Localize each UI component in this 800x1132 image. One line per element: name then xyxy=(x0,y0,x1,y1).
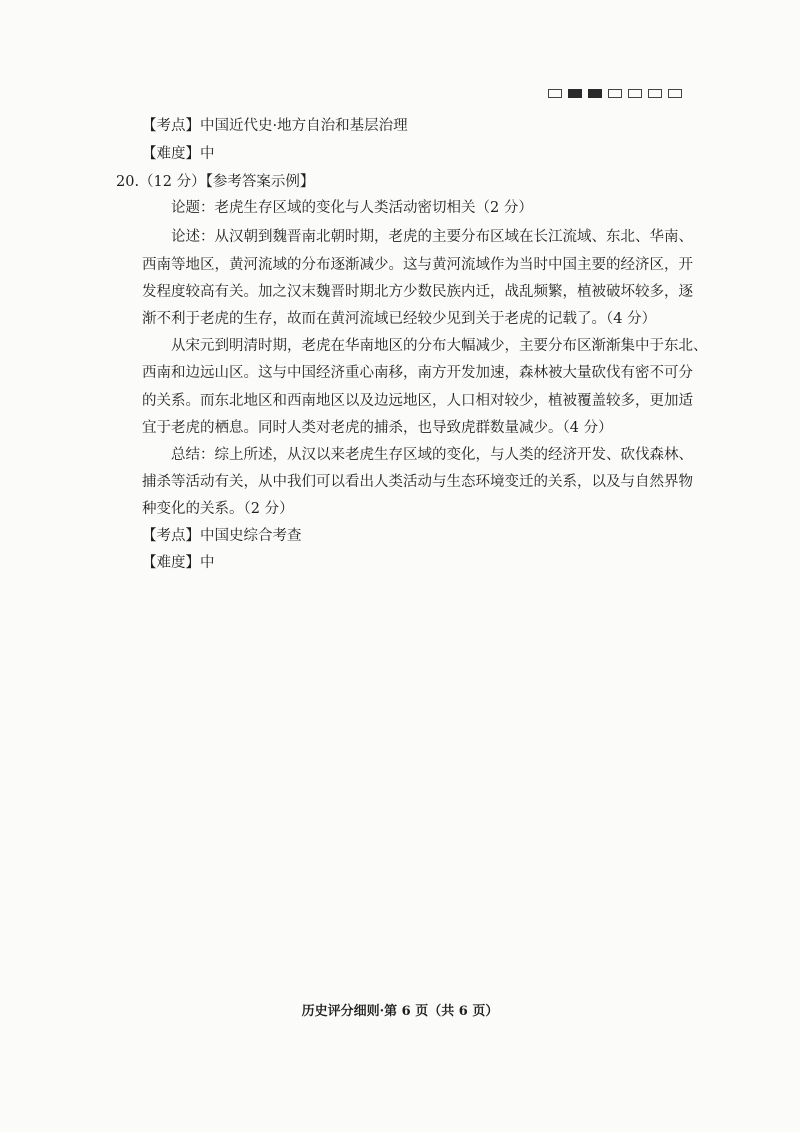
difficulty-line: 【难度】中 xyxy=(142,146,215,162)
difficulty-line: 【难度】中 xyxy=(142,555,215,571)
paragraph-line: 宜于老虎的栖息。同时人类对老虎的捕杀，也导致虎群数量减少。（4 分） xyxy=(142,420,613,436)
marker-box xyxy=(548,89,562,98)
marker-box xyxy=(568,89,582,98)
paragraph-line: 总结：综上所述，从汉以来老虎生存区域的变化，与人类的经济开发、砍伐森林、 xyxy=(171,447,693,463)
thesis-line: 论题：老虎生存区域的变化与人类活动密切相关（2 分） xyxy=(171,200,533,216)
marker-box xyxy=(628,89,642,98)
paragraph-line: 捕杀等活动有关，从中我们可以看出人类活动与生态环境变迁的关系，以及与自然界物 xyxy=(142,474,693,490)
page-footer: 历史评分细则·第 6 页（共 6 页） xyxy=(301,1004,499,1019)
kaodian-line: 【考点】中国近代史·地方自治和基层治理 xyxy=(142,118,408,134)
paragraph-line: 从宋元到明清时期，老虎在华南地区的分布大幅减少，主要分布区渐渐集中于东北、 xyxy=(171,338,708,354)
question-heading: 20.（12 分）【参考答案示例】 xyxy=(116,174,315,190)
paragraph-line: 种变化的关系。（2 分） xyxy=(142,501,294,517)
marker-box xyxy=(648,89,662,98)
marker-box xyxy=(668,89,682,98)
paragraph-line: 发程度较高有关。加之汉末魏晋时期北方少数民族内迁，战乱频繁，植被破坏较多，逐 xyxy=(142,284,693,300)
marker-box xyxy=(608,89,622,98)
paragraph-line: 渐不利于老虎的生存，故而在黄河流域已经较少见到关于老虎的记载了。（4 分） xyxy=(142,311,657,327)
paragraph-line: 西南和边远山区。这与中国经济重心南移，南方开发加速，森林被大量砍伐有密不可分 xyxy=(142,365,693,381)
page-position-marker xyxy=(548,89,682,98)
paragraph-line: 西南等地区，黄河流域的分布逐渐减少。这与黄河流域作为当时中国主要的经济区，开 xyxy=(142,257,693,273)
paragraph-line: 论述：从汉朝到魏晋南北朝时期，老虎的主要分布区域在长江流域、东北、华南、 xyxy=(171,229,693,245)
paragraph-line: 的关系。而东北地区和西南地区以及边远地区，人口相对较少，植被覆盖较多，更加适 xyxy=(142,393,693,409)
marker-box xyxy=(588,89,602,98)
kaodian-line: 【考点】中国史综合考查 xyxy=(142,528,302,544)
